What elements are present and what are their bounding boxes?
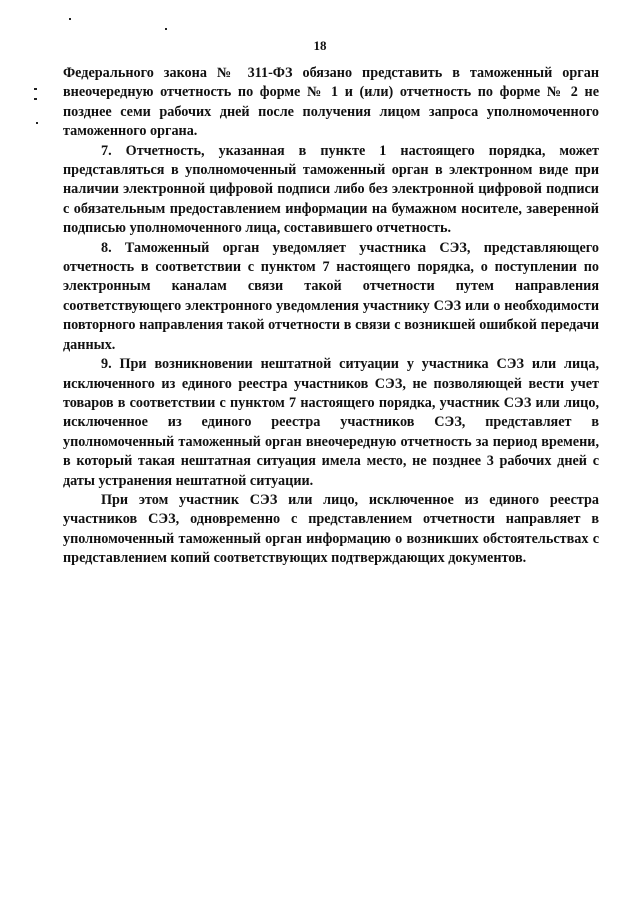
paragraph-9: 9. При возникновении нештатной ситуации у участника СЭЗ или лица, исключенного из единого реестра участников СЭЗ, не позволяющей вести учет товаров в соответствии с пунктом 7 настоящего порядка, участник СЭЗ или лицо, исключенное из единого реестра участников СЭЗ, представляет в уполномоченный таможенный орган внеочередную отчетность за период времени, в который такая нештатная ситуация имела место, не позднее 3 рабочих дней с даты устранения нештатной ситуации. [63,356,599,489]
paragraph-continuation: Федерального закона № 311-ФЗ обязано представить в таможенный орган внеочередную отчетность по форме № 1 и (или) отчетность по форме № 2 не позднее семи рабочих дней после получения лицом запроса уполномоченного таможенного органа. [63,65,599,140]
paragraph-9-continuation: При этом участник СЭЗ или лицо, исключенное из единого реестра участников СЭЗ, одновременно с представлением отчетности направляет в уполномоченный таможенный орган информацию о возникших обстоятельствах с представлением копий соответствующих подтверждающих документов. [63,491,599,567]
paragraph-8: 8. Таможенный орган уведомляет участника СЭЗ, представляющего отчетность в соответствии с пунктом 7 настоящего порядка, о поступлении по электронным каналам связи такой отчетности путем направления соответствующего электронного уведомления участнику СЭЗ или о необходимости повторного направления такой отчетности в связи с возникшей ошибкой передачи данных. [63,239,599,353]
document-body [63,64,599,569]
scan-mark [34,98,37,100]
scan-mark [34,88,37,90]
scan-mark [36,122,38,124]
scan-mark [165,28,167,30]
page-number: 18 [313,38,327,53]
scan-mark [69,18,71,20]
paragraph-7: 7. Отчетность, указанная в пункте 1 настоящего порядка, может представляться в уполномоченный таможенный орган в электронном виде при наличии электронной цифровой подписи либо без электронной цифровой подписи с обязательным предоставлением информации на бумажном носителе, заверенной подписью уполномоченного лица, составившего отчетность. [63,142,599,237]
